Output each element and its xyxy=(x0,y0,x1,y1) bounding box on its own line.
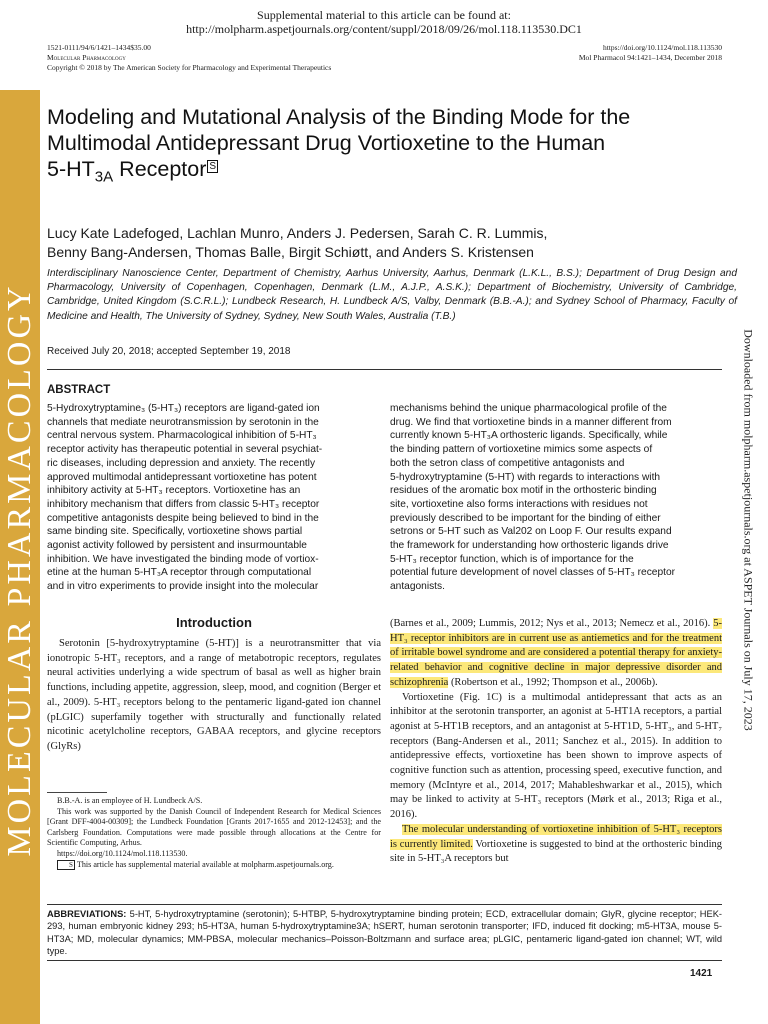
footnote: This work was supported by the Danish Council of Independent Research for Medical Sciences [Grant DFF-4004-00309]; the Lundbeck Foundation [Grants 2017-1655 and 2012-12453]; and the Carlsberg Foundation. Computations were made possible through allocations at the Centre for Scientific Computing, Arhus. xyxy=(47,806,381,848)
title-text: Receptor xyxy=(113,157,207,181)
title-line: Modeling and Mutational Analysis of the Binding Mode for the xyxy=(47,105,631,129)
title-line xyxy=(47,156,747,186)
footnote-doi[interactable]: https://doi.org/10.1124/mol.118.113530. xyxy=(57,848,188,858)
title-line: Multimodal Antidepressant Drug Vortioxetine to the Human xyxy=(47,131,606,155)
supplemental-mark-icon[interactable]: S xyxy=(209,161,217,172)
introduction-heading: Introduction xyxy=(176,615,252,630)
abstract-line: inhibitory mechanism that differs from classic 5-HT₃ receptor xyxy=(47,498,320,510)
abstract-line: mechanisms behind the unique pharmacological profile of the xyxy=(390,403,667,414)
footnote-text: This article has supplemental material available at molpharm.aspetjournals.org. xyxy=(76,859,334,869)
title-text: 5-HT xyxy=(47,157,95,181)
highlighted-text: The molecular understanding of vortioxetine inhibition of 5-HT₃ receptors is currently limited. xyxy=(390,823,722,850)
abstract-line: same binding site. Specifically, vortioxetine shows partial xyxy=(47,526,303,538)
abstract-line: 5-Hydroxytryptamine₃ (5-HT₃) receptors are ligand-gated ion xyxy=(47,403,320,414)
copyright-line: Copyright © 2018 by The American Society for Pharmacology and Experimental Therapeutics xyxy=(47,63,332,72)
introduction-left-column xyxy=(47,637,381,755)
abstract-line: the binding pattern of vortioxetine mimics some aspects of xyxy=(390,444,653,456)
abstract-line: setrons or 5-HT such as Val202 on Loop F. Our results expand xyxy=(390,526,672,538)
abstract-line: central nervous system. Pharmacological inhibition of 5-HT₃ xyxy=(47,430,317,442)
body-paragraph xyxy=(390,823,722,867)
author-line: Benny Bang-Andersen, Thomas Balle, Birgit Schiøtt, and Anders S. Kristensen xyxy=(47,244,534,260)
supplemental-mark-icon: S xyxy=(57,860,75,870)
abstract-line: both the setron class of competitive antagonists and xyxy=(390,457,625,469)
abstract-line: antagonists. xyxy=(390,581,445,593)
footnote-divider xyxy=(47,792,107,793)
affiliations: Interdisciplinary Nanoscience Center, Department of Chemistry, Aarhus University, Aarhus, Denmark (L.K.L., B.S.); Department of Drug Design and Pharmacology, University of Copenhagen, Copenhagen, Denmark (L.M., A.J.P., A.S.K.); Department of Biochemistry, University of Cambridge, Cambridge, United Kingdom (S.C.R.L.); Lundbeck Research, H. Lundbeck A/S, Valby, Denmark (B.B.-A.); and Sydney School of Pharmacy, Faculty of Medicine and Health, The University of Sydney, Sydney, New South Wales, Australia (T.B.) xyxy=(47,268,737,322)
citation-header: Mol Pharmacol 94:1421–1434, December 2018 xyxy=(578,53,722,62)
supplement-note: Supplemental material to this article can be found at: xyxy=(257,8,511,22)
abbreviations-text: 5-HT, 5-hydroxytryptamine (serotonin); 5-HTBP, 5-hydroxytryptamine binding protein; ECD, extracellular domain; GlyR, glycine receptor; HEK-293, human embryonic kidney 293; h5-HT3A, human 5-hydroxytryptamine3A; hSERT, human serotonin transporter; IFD, induced fit docking; m5-HT3A, mouse 5-HT3A; MD, molecular dynamics; MM-PBSA, molecular mechanics–Poisson-Boltzmann and surface area; pLGIC, pentameric ligand-gated ion channel; WT, wild type. xyxy=(47,909,722,957)
supplement-link[interactable]: http://molpharm.aspetjournals.org/content/suppl/2018/09/26/mol.118.113530.DC1 xyxy=(186,22,582,36)
issn-line: 1521-0111/94/6/1421–1434$35.00 xyxy=(47,43,151,52)
doi-header[interactable]: https://doi.org/10.1124/mol.118.113530 xyxy=(602,43,722,52)
abstract-line: site, vortioxetine also forms interactions with residues not xyxy=(390,498,648,510)
abstract-line: 5-HT₃ receptor function, which is of importance for the xyxy=(390,553,634,565)
abstract-line: previously described to be important for the binding of either xyxy=(390,512,661,524)
divider xyxy=(47,904,722,905)
abstract-line: competitive antagonists despite being believed to bind in the xyxy=(47,512,319,524)
download-note: Downloaded from molpharm.aspetjournals.org at ASPET Journals on July 17, 2023 xyxy=(741,329,756,731)
abstract-line: inhibitory activity at 5-HT₃ receptors. Vortioxetine has an xyxy=(47,485,301,497)
page-number: 1421 xyxy=(690,968,713,979)
journal-side-band xyxy=(0,90,40,1024)
abstract-line: etine at the human 5-HT₃A receptor through computational xyxy=(47,567,312,579)
abstract-left-column xyxy=(47,402,381,594)
abstract-line: inhibition. We have investigated the binding mode of vortiox- xyxy=(47,553,319,565)
abbreviations xyxy=(47,908,722,958)
abbreviations-label: ABBREVIATIONS: xyxy=(47,909,127,919)
body-paragraph: Vortioxetine (Fig. 1C) is a multimodal antidepressant that acts as an inhibitor at the serotonin transporter, an agonist at 5-HT1A receptors, a partial agonist at 5-HT1B receptors, and an antagonist at 5-HT1D, 5-HT₃, and 5-HT₇ receptors (Bang-Andersen et al., 2011; Sanchez et al., 2015). In addition to antidepressive effects, vortioxetine has been shown to improve aspects of cognitive function such as attention, processing speed, executive function, and memory (McIntyre et al., 2014, 2017; Mahableshwarkar et al., 2015), which may be linked to activity at 5-HT₃ receptors (Mørk et al., 2013; Riga et al., 2016). xyxy=(390,691,722,821)
body-text: (Barnes et al., 2009; Lummis, 2012; Nys et al., 2013; Nemecz et al., 2016). xyxy=(390,618,714,629)
abstract-line: receptor activity has therapeutic potential in several psychiat- xyxy=(47,444,323,456)
footnotes xyxy=(47,796,381,870)
body-paragraph xyxy=(390,617,722,691)
footnote: B.B.-A. is an employee of H. Lundbeck A/S. xyxy=(57,796,203,805)
highlighted-text: 5-HT₃ receptor inhibitors are in current use as antiemetics and for the treatment of irritable bowel syndrome and are considered a potential therapy for anxiety-related behavior and cognitive decline in major depressive disorder and schizophrenia xyxy=(390,618,722,688)
abstract-line: 5-hydroxytryptamine (5-HT) with regards to interactions with xyxy=(390,471,661,483)
abstract-line: approved multimodal antidepressant vortioxetine has potent xyxy=(47,471,317,483)
abstract-line: drug. We find that vortioxetine binds in a manner different from xyxy=(390,416,672,428)
introduction-right-column xyxy=(390,617,722,867)
journal-name: Molecular Pharmacology xyxy=(47,53,126,62)
title-subscript: 3A xyxy=(94,168,114,186)
abstract-right-column xyxy=(390,402,722,594)
author-line: Lucy Kate Ladefoged, Lachlan Munro, Anders J. Pedersen, Sarah C. R. Lummis, xyxy=(47,225,548,241)
abstract-line: and in vitro experiments to provide insight into the molecular xyxy=(47,581,319,593)
body-text: (Robertson et al., 1992; Thompson et al., 2006b). xyxy=(448,676,658,688)
author-list xyxy=(47,224,727,262)
footnote xyxy=(47,860,381,871)
divider xyxy=(47,960,722,961)
abstract-heading: ABSTRACT xyxy=(47,384,111,396)
body-text: Vortioxetine is suggested to bind at the orthosteric binding site in 5-HT₃A receptors but xyxy=(390,838,722,865)
received-dates: Received July 20, 2018; accepted September 19, 2018 xyxy=(47,346,291,357)
journal-side-band-label: MOLECULAR PHARMACOLOGY xyxy=(1,283,38,857)
article-title xyxy=(47,104,747,186)
divider xyxy=(47,369,722,370)
abstract-line: agonist activity followed by persistent and insurmountable xyxy=(47,540,307,552)
abstract-line: residues of the aromatic box motif in the orthosteric binding xyxy=(390,485,657,497)
abstract-line: ric diseases, including depression and anxiety. The recently xyxy=(47,457,316,469)
abstract-line: channels that mediate neurotransmission by serotonin in the xyxy=(47,416,319,428)
body-paragraph: Serotonin [5-hydroxytryptamine (5-HT)] is a neurotransmitter that via ionotropic 5-HT₃ receptors, and a range of metabotropic receptors, regulates neural activities underlying a wide spectrum of basal as well as higher brain functions, including appetite, aggression, sleep, mood, and cognition (Berger et al., 2009). 5-HT₃ receptors belong to the pentameric ligand-gated ion channel (pLGIC) superfamily together with structurally and functionally related nicotinic acetylcholine receptors, GABAA receptors, and glycine receptors (GlyRs) xyxy=(47,638,381,752)
abstract-line: the framework for understanding how orthosteric ligands drive xyxy=(390,540,669,552)
abstract-line: potential future development of novel classes of 5-HT₃ receptor xyxy=(390,567,676,579)
abstract-line: currently known 5-HT₃A orthosteric ligands. Specifically, while xyxy=(390,430,668,442)
